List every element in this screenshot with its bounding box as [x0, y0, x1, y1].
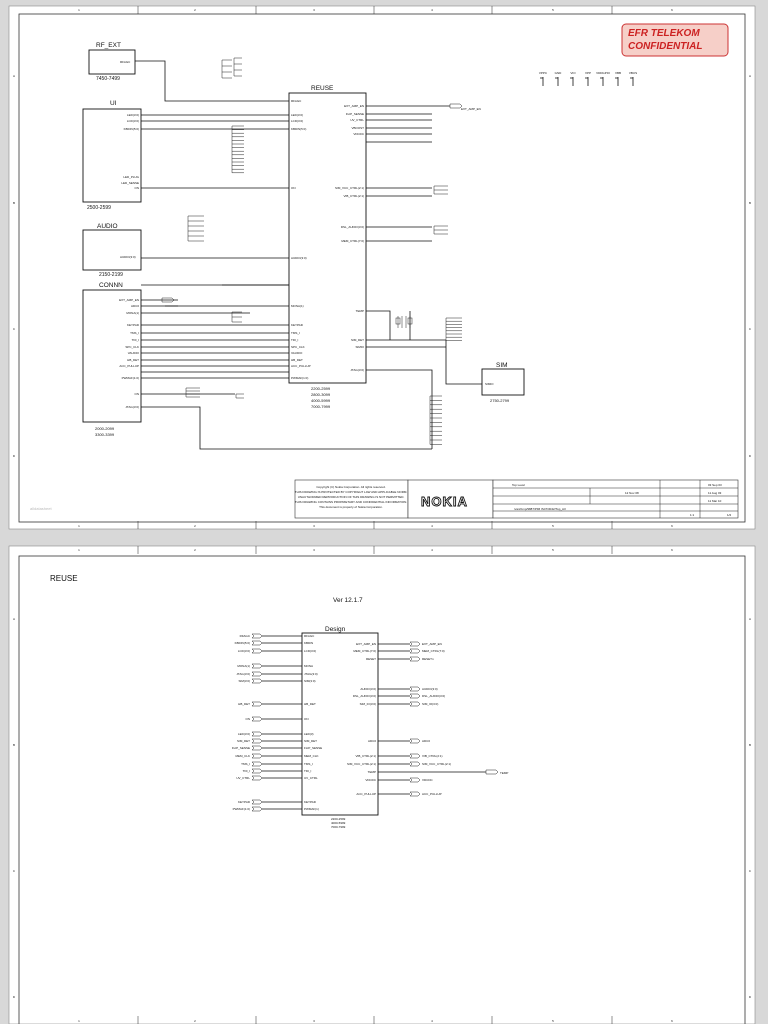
power-net-label: VBUS [628, 71, 638, 75]
row-marker-right: D [748, 454, 752, 458]
rf-ext-title: RF_EXT [96, 42, 121, 49]
connn-pin-label: TMS_I [130, 331, 139, 335]
design-right-port-label: DSL_AUDIO(3:0) [422, 694, 446, 698]
column-marker-top: 4 [431, 8, 433, 12]
connn-pin-label: PWMAF(1:0) [121, 376, 139, 380]
copyright-line: THIS DRAWING CONTAINS PROPRIETARY AND CONFIDENTIAL INFORMATION. [294, 500, 408, 504]
sheet-2-title: REUSE [50, 574, 78, 583]
sim-title: SIM [496, 362, 508, 369]
sheet-2-paper [9, 546, 755, 1024]
reuse-right-pin-label: VDCDC [353, 132, 364, 136]
title-block [295, 480, 738, 518]
design-inner-left-pin: PWMAF(1) [304, 807, 319, 811]
title-block-scale: 1:1 [690, 513, 695, 517]
connn-pin-label: KEYPAD [127, 323, 139, 327]
column-marker-bottom: 6 [671, 1019, 673, 1023]
design-left-port-label: SIM_DET [236, 739, 250, 743]
connn-pin-label: HB_DET [127, 358, 139, 362]
design-footer-2: 4000-5999 [331, 821, 346, 825]
title-block-file: /vanrbmp/9887/PIM IS47/3042/Top_A3 [514, 507, 566, 511]
design-inner-right-pin: MEM_CTRL(7:0) [353, 649, 376, 653]
reuse-right-pin-label: UV_CTRL [350, 118, 364, 122]
connn-pin-label: MONA(1) [126, 311, 139, 315]
reuse-right-pin-label: SIMIO [355, 345, 364, 349]
column-marker-top: 3 [313, 548, 315, 552]
ext-amp-net-label: EXT_AMP_EN [461, 107, 481, 111]
audio-box [83, 230, 141, 270]
column-marker-top: 3 [313, 8, 315, 12]
copyright-line: THIS DRAWING IS PROTECTED BY COPYRIGHT LAW AND APPLICABLE NORM. [294, 490, 408, 494]
row-marker-left: C [12, 869, 16, 873]
column-marker-top: 2 [194, 548, 196, 552]
watermark: alldatasheet [30, 506, 52, 511]
design-inner-left-pin: UV_CTRL [304, 776, 318, 780]
reuse-left-pin-label: VAUDIO [291, 351, 303, 355]
rf-ext-pin: RFAGC [120, 60, 131, 64]
reuse-right-pin-label: SIM_VCC_CTRL(2:1) [334, 186, 364, 190]
reuse-left-pin-label: KBDIN(5:0) [291, 127, 307, 131]
design-right-port-label: VDCDC [422, 778, 433, 782]
power-net-label: VDDGPIO [596, 71, 610, 75]
title-block-date-1: 03 Sep 03 [708, 483, 722, 487]
design-right-port-label: VIB_CTRL(2:1) [422, 754, 443, 758]
reuse-right-pin-label: VBOOST [351, 126, 364, 130]
power-net-label: VBB [614, 71, 622, 75]
design-inner-left-pin: LED(3) [304, 732, 314, 736]
column-marker-top: 1 [78, 8, 80, 12]
design-inner-left-pin: KBDIN [304, 641, 314, 645]
design-inner-left-pin: RFAGC [304, 634, 315, 638]
ui-block [83, 100, 141, 211]
connn-pin-label: EXT_AMP_EN [119, 298, 139, 302]
row-marker-left: D [12, 454, 16, 458]
column-marker-top: 1 [78, 548, 80, 552]
design-left-port-label: SIM(3:0) [238, 679, 250, 683]
reuse-left-pin-label: PWMAF(1:0) [291, 376, 309, 380]
audio-title: AUDIO [97, 223, 118, 230]
reuse-right-pin-label: MEM_CTRL(7:0) [341, 239, 364, 243]
design-right-port-label: ACC_PULLUP [422, 792, 442, 796]
copyright-line: Copyright (C) Nokia Corporation. All rights reserved. [316, 485, 386, 489]
connn-range-1: 2000-2099 [95, 426, 115, 431]
power-net-label: VPP [584, 71, 592, 75]
column-marker-top: 6 [671, 548, 673, 552]
design-inner-left-pin: SIM(3:0) [304, 679, 316, 683]
row-marker-left: A [12, 74, 16, 78]
reuse-left-pin-label: SPC_CLK [291, 345, 305, 349]
ui-pin-label: LED_PLUG [123, 175, 139, 179]
design-inner-left-pin: MEM_CLK [304, 754, 319, 758]
connn-box [83, 290, 141, 422]
ui-pin-label: KBDIN(5:0) [123, 127, 139, 131]
audio-pin: AUDIO(3:0) [120, 255, 136, 259]
design-right-port-label: SIM_VCC_CTRL(2:1) [422, 762, 452, 766]
row-marker-left: B [12, 743, 16, 747]
copyright-line: This document is property of Nokia Corporation. [319, 505, 383, 509]
copyright-line: UNAUTHORIZED REPRODUCTION OF THIS DRAWING IS NOT PERMITTED. [297, 495, 405, 499]
title-block-title: Top Level [512, 483, 525, 487]
reuse-left-pin-label: TDI_I [291, 338, 299, 342]
column-marker-bottom: 3 [313, 1019, 315, 1023]
design-left-port-label: MEM_CLK [235, 754, 250, 758]
design-right-port-label: RESETn [422, 657, 434, 661]
confidential-stamp [622, 24, 728, 56]
design-left-port-label: TDI_I [242, 769, 250, 773]
title-block-date-3: 11 Mar 10 [708, 499, 722, 503]
design-inner-right-pin: ACC_PULLUP [356, 792, 376, 796]
design-left-port-label: JTAG(3:0) [236, 672, 250, 676]
reuse-left-pin-label: HB_DET [291, 358, 303, 362]
sheet-2 [9, 546, 755, 1024]
reuse-left-pin-label: MONA(1) [291, 304, 304, 308]
design-left-port-label: FLIP_SENSE [231, 746, 250, 750]
row-marker-right: A [748, 74, 752, 78]
design-inner-right-pin: RESET [365, 657, 376, 661]
reuse-right-pin-label: EXT_AMP_EN [344, 104, 364, 108]
row-marker-left: C [12, 327, 16, 331]
design-inner-right-pin: DSL_AUDIO(3:0) [352, 694, 376, 698]
reuse-left-pin-label: LED(3:0) [291, 113, 304, 117]
sheet-1 [9, 6, 755, 529]
design-left-port-label: RFAGC [239, 634, 250, 638]
power-net-label: VIO [570, 71, 576, 75]
design-inner-right-pin: AUDIO(3:0) [360, 687, 376, 691]
reuse-title: REUSE [311, 85, 334, 92]
design-left-port-label: KEYPAD [238, 800, 250, 804]
design-left-port-label: KBDIN(5:0) [234, 641, 250, 645]
version-label: Ver 12.1.7 [333, 597, 363, 604]
reuse-left-pin-label: LCD(3:0) [291, 119, 304, 123]
design-inner-left-pin: MONA [304, 664, 313, 668]
reuse-right-pin-label: JTAG(3:0) [350, 368, 364, 372]
design-inner-left-pin: FLIP_SENSE [304, 746, 323, 750]
column-marker-top: 6 [671, 8, 673, 12]
temp-port-label: TEMP [500, 771, 509, 775]
design-inner-right-pin: EXT_AMP_EN [356, 642, 376, 646]
row-marker-right: B [748, 743, 752, 747]
design-inner-right-pin: VIB_CTRL(2:1) [355, 754, 376, 758]
sim-pin: SIMIO [485, 382, 494, 386]
design-inner-left-pin: TMS_I [304, 762, 313, 766]
design-inner-right-pin: ADC0 [367, 739, 376, 743]
design-inner-left-pin: LCD(3:0) [304, 649, 317, 653]
connn-pin-label: TDI_I [131, 338, 139, 342]
reuse-left-pin-label: ACC_PULLUP [291, 364, 311, 368]
row-marker-left: D [12, 995, 16, 999]
audio-range: 2150-2199 [99, 272, 123, 278]
connn-pin-label: ON [134, 392, 139, 396]
rf-ext-range: 7450-7499 [96, 76, 120, 82]
reuse-left-pin-label: AUDIO(3:0) [291, 256, 307, 260]
reuse-left-pin-label: KEYPAD [291, 323, 303, 327]
column-marker-bottom: 4 [431, 1019, 433, 1023]
column-marker-bottom: 5 [552, 524, 554, 528]
confidential-line-2: CONFIDENTIAL [628, 41, 703, 52]
column-marker-bottom: 3 [313, 524, 315, 528]
reuse-range-1: 2200-2599 [311, 386, 331, 391]
audio-block [83, 223, 141, 278]
column-marker-bottom: 4 [431, 524, 433, 528]
reuse-left-pin-label: TMS_I [291, 331, 300, 335]
connn-pin-label: VAUDIO [127, 351, 139, 355]
design-left-port-label: HB_DET [238, 702, 250, 706]
design-left-port-label: TMS_I [241, 762, 250, 766]
design-right-port-label: SIM_IO(3:0) [422, 702, 439, 706]
design-left-port-label: PWMAF(1:0) [232, 807, 250, 811]
reuse-right-pin-label: VIB_CTRL(2:1) [343, 194, 364, 198]
design-footer-1: 2200-2599 [331, 817, 346, 821]
row-marker-right: B [748, 201, 752, 205]
column-marker-bottom: 5 [552, 1019, 554, 1023]
design-inner-left-pin: JTAG(3:0) [304, 672, 318, 676]
connn-range-2: 3300-3399 [95, 432, 115, 437]
design-title: Design [325, 626, 346, 633]
design-left-port-label: LCD(3:0) [237, 649, 250, 653]
row-marker-right: D [748, 995, 752, 999]
design-inner-left-pin: KEYPAD [304, 800, 316, 804]
column-marker-bottom: 1 [78, 1019, 80, 1023]
design-inner-left-pin: SIM_DET [304, 739, 318, 743]
design-left-port-label: ON [245, 717, 250, 721]
connn-pin-label: ACC_PULLUP [119, 364, 139, 368]
connn-block [83, 282, 141, 437]
column-marker-top: 2 [194, 8, 196, 12]
reuse-left-pin-label: ON [291, 186, 296, 190]
design-inner-right-pin: SIM_VCC_CTRL(2:1) [346, 762, 376, 766]
power-net-label: GND [554, 71, 562, 75]
design-footer-3: 7000-7999 [331, 825, 346, 829]
reuse-right-pin-label: TEMP [355, 309, 364, 313]
design-inner-left-pin: TDI_I [304, 769, 312, 773]
ui-pin-label: LCD(3:0) [126, 119, 139, 123]
column-marker-bottom: 1 [78, 524, 80, 528]
column-marker-bottom: 2 [194, 1019, 196, 1023]
column-marker-bottom: 2 [194, 524, 196, 528]
reuse-right-pin-label: FLIP_SENSE [345, 112, 364, 116]
title-block-sheet: 1/2 [727, 513, 732, 517]
reuse-right-pin-label: DSL_AUDIO(3:0) [340, 225, 364, 229]
column-marker-top: 5 [552, 548, 554, 552]
connn-title: CONNN [99, 282, 123, 289]
design-left-port-label: MONA(1) [237, 664, 250, 668]
ui-range: 2500-2599 [87, 205, 111, 211]
design-right-port-label: MEM_CTRL(7:0) [422, 649, 445, 653]
connn-pin-label: SPC_CLK [125, 345, 139, 349]
row-marker-right: C [748, 869, 752, 873]
confidential-line-1: EFR TELEKOM [628, 28, 700, 39]
design-left-port-label: LED(3:0) [237, 732, 250, 736]
reuse-range-2: 2800-3099 [311, 392, 331, 397]
reuse-right-pin-label: SIM_DET [350, 338, 364, 342]
ui-pin-label: LED_SENSE [121, 181, 139, 185]
ui-title: UI [110, 100, 117, 107]
sim-range: 2750-2799 [490, 398, 510, 403]
design-right-port-label: AUDIO(3:0) [422, 687, 438, 691]
row-marker-right: C [748, 327, 752, 331]
design-inner-right-pin: VDCDC [365, 778, 376, 782]
design-left-port-label: UV_CTRL [236, 776, 250, 780]
connn-pin-label: ADC0 [130, 304, 139, 308]
column-marker-top: 4 [431, 548, 433, 552]
column-marker-top: 5 [552, 8, 554, 12]
connn-pin-label: JTAG(3:0) [125, 405, 139, 409]
power-net-label: VPPC [538, 71, 548, 75]
design-right-port-label: EXT_AMP_EN [422, 642, 442, 646]
row-marker-left: A [12, 617, 16, 621]
title-block-date2: 12 Nov 08 [625, 491, 639, 495]
title-block-date-2: 11 Aug 03 [708, 491, 722, 495]
design-inner-right-pin: SIM_IO(3:0) [359, 702, 376, 706]
ui-pin-label: ON [134, 186, 139, 190]
nokia-logo: NOKIA [421, 494, 468, 509]
reuse-range-3: 4000-5999 [311, 398, 331, 403]
design-right-port-label: ADC0 [422, 739, 431, 743]
reuse-left-pin-label: RFAGC [291, 99, 302, 103]
ui-pin-label: LED(3:0) [126, 113, 139, 117]
reuse-range-4: 7000-7999 [311, 404, 331, 409]
column-marker-bottom: 6 [671, 524, 673, 528]
row-marker-right: A [748, 617, 752, 621]
row-marker-left: B [12, 201, 16, 205]
design-inner-left-pin: HB_DET [304, 702, 316, 706]
design-inner-right-pin: TEMP [367, 770, 376, 774]
design-inner-left-pin: ON [304, 717, 309, 721]
